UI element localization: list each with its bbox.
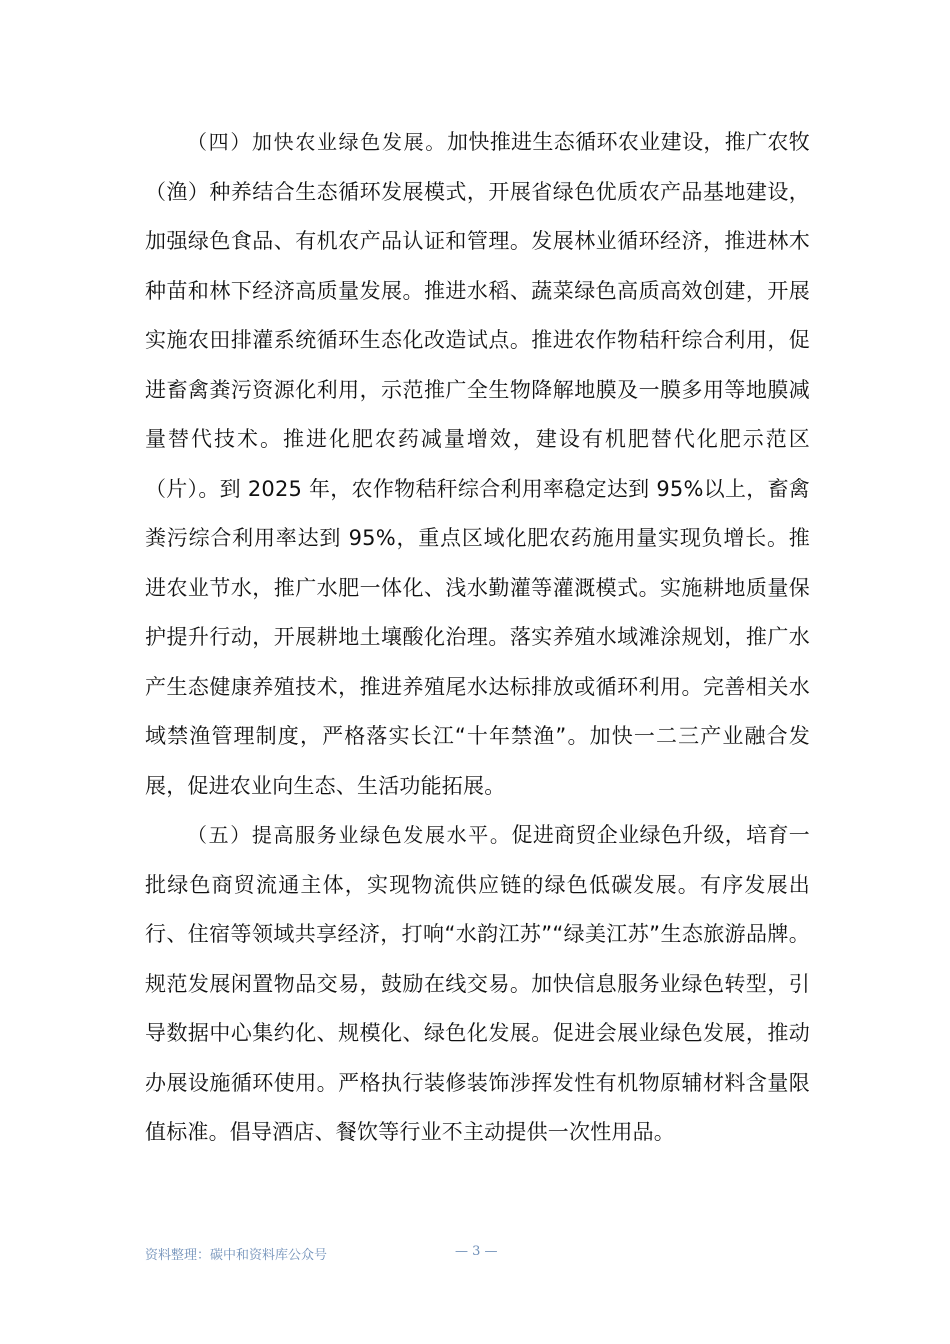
page-number: — 3 — xyxy=(455,1244,498,1259)
footer-source-text: 资料整理：碳中和资料库公众号 xyxy=(145,1248,328,1263)
section-heading-agriculture: （四）加快农业绿色发展。 xyxy=(187,130,447,154)
paragraph-services xyxy=(145,811,810,1158)
section-heading-services: （五）提高服务业绿色发展水平。 xyxy=(187,823,512,847)
paragraph-text-services: 促进商贸企业绿色升级，培育一批绿色商贸流通主体，实现物流供应链的绿色低碳发展。有序发展出行、住宿等领域共享经济，打响“水韵江苏”“绿美江苏”生态旅游品牌。规范发展闲置物品交易，鼓励在线交易。加快信息服务业绿色转型，引导数据中心集约化、规模化、绿色化发展。促进会展业绿色发展，推动办展设施循环使用。严格执行装修装饰涉挥发性有机物原辅材料含量限值标准。倡导酒店、餐饮等行业不主动提供一次性用品。 xyxy=(145,823,810,1144)
paragraph-text-agriculture: 加快推进生态循环农业建设，推广农牧（渔）种养结合生态循环发展模式，开展省绿色优质农产品基地建设，加强绿色食品、有机农产品认证和管理。发展林业循环经济，推进林木种苗和林下经济高质量发展。推进水稻、蔬菜绿色高质高效创建，开展实施农田排灌系统循环生态化改造试点。推进农作物秸秆综合利用，促进畜禽粪污资源化利用，示范推广全生物降解地膜及一膜多用等地膜减量替代技术。推进化肥农药减量增效，建设有机肥替代化肥示范区（片）。到 2025 年，农作物秸秆综合利用率稳定达到 95%以上，畜禽粪污综合利用率达到 95%，重点区域化肥农药施用量实现负增长。推进农业节水，推广水肥一体化、浅水勤灌等灌溉模式。实施耕地质量保护提升行动，开展耕地土壤酸化治理。落实养殖水域滩涂规划，推广水产生态健康养殖技术，推进养殖尾水达标排放或循环利用。完善相关水域禁渔管理制度，严格落实长江“十年禁渔”。加快一二三产业融合发展，促进农业向生态、生活功能拓展。 xyxy=(145,130,810,798)
paragraph-agriculture xyxy=(145,118,810,811)
document-body xyxy=(145,118,810,1158)
